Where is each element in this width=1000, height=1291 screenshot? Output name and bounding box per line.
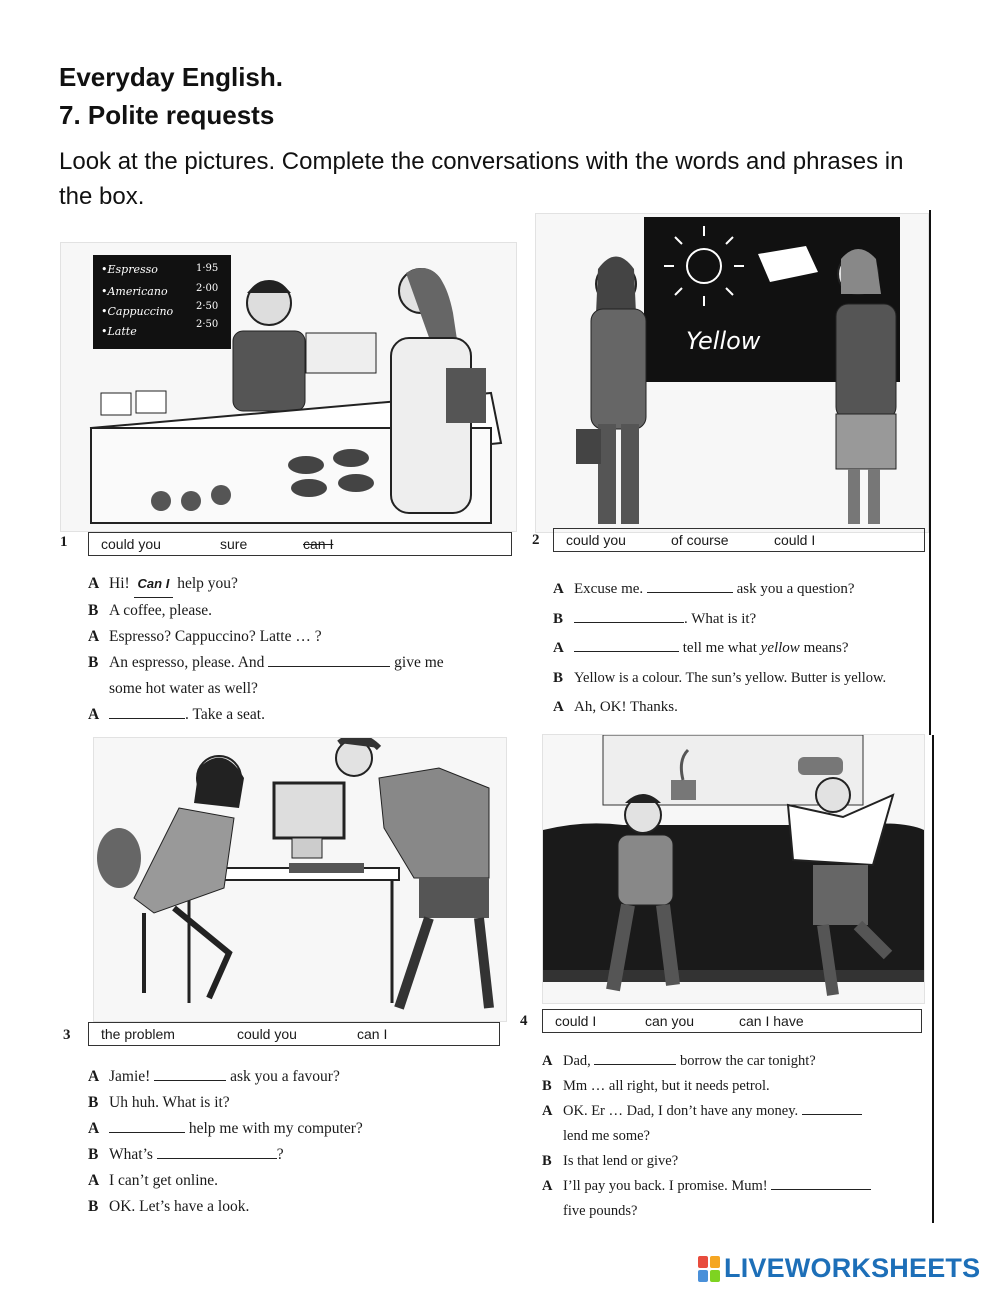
answer-blank[interactable] — [647, 578, 733, 593]
menu-price: 1·95 — [196, 263, 219, 274]
instructions: Look at the pictures. Complete the conversations with the words and phrases in the box. — [59, 148, 904, 210]
dialogue-1: A Hi! Can I help you? B A coffee, please. A Espresso? Cappuccino? Latte … ? B An espresso, please. And give me some hot water as well? A . Take a seat. — [88, 571, 513, 728]
box-word: could you — [237, 1026, 297, 1042]
logo-icon — [698, 1256, 720, 1282]
divider — [929, 210, 931, 735]
box-word: can I — [357, 1026, 388, 1042]
exercise-number: 1 — [60, 534, 68, 550]
worksheet-subtitle: 7. Polite requests — [59, 100, 275, 130]
cafe-illustration — [60, 242, 517, 532]
answer-blank[interactable] — [574, 637, 679, 652]
word-box — [542, 1009, 922, 1033]
answer-blank[interactable] — [154, 1066, 226, 1081]
board-word: Yellow — [686, 327, 761, 355]
menu-price: 2·00 — [196, 283, 219, 294]
computer-illustration — [93, 737, 507, 1022]
answer-blank[interactable] — [109, 704, 185, 719]
box-word: could I — [774, 532, 816, 548]
menu-item: •Americano — [101, 285, 168, 298]
word-box — [553, 528, 925, 552]
box-word: could you — [101, 536, 161, 552]
answer-blank[interactable] — [802, 1100, 862, 1115]
box-word: the problem — [101, 1026, 175, 1042]
dialogue-4: A Dad, borrow the car tonight? B Mm … all right, but it needs petrol. A OK. Er … Dad, I don’t have any money. lend me some? B Is that lend or give? A I’ll pay you back. I promise. Mum! five pounds? — [542, 1049, 927, 1224]
exercise-number: 2 — [532, 532, 540, 548]
word-box — [88, 532, 512, 556]
answer-blank[interactable] — [109, 1118, 185, 1133]
answer-blank[interactable] — [574, 608, 684, 623]
dialogue-2: A Excuse me. ask you a question? B . What is it? A tell me what yellow means? B Yellow is a colour. The sun’s yellow. Butter is yellow. A Ah, OK! Thanks. — [553, 575, 928, 723]
box-word: sure — [220, 536, 248, 552]
word-box — [88, 1022, 500, 1046]
box-word: could you — [566, 532, 626, 548]
divider — [932, 735, 934, 1223]
menu-item: •Latte — [101, 325, 137, 338]
menu-price: 2·50 — [196, 301, 219, 312]
box-word-used: can I — [303, 536, 334, 552]
answer-blank[interactable] — [771, 1175, 871, 1190]
classroom-illustration — [535, 213, 929, 533]
menu-item: •Espresso — [101, 263, 158, 276]
answer-blank[interactable] — [157, 1144, 277, 1159]
answer-blank[interactable] — [594, 1050, 676, 1065]
exercise-number: 4 — [520, 1013, 528, 1029]
exercise-number: 3 — [63, 1027, 71, 1043]
menu-price: 2·50 — [196, 319, 219, 330]
liveworksheets-logo — [698, 1253, 980, 1284]
box-word: can I have — [739, 1013, 804, 1029]
logo-text: LIVEWORKSHEETS — [724, 1253, 981, 1283]
box-word: could I — [555, 1013, 597, 1029]
worksheet-title: Everyday English. — [59, 62, 283, 92]
answer-blank[interactable] — [268, 652, 390, 667]
answer-blank[interactable]: Can I — [134, 571, 174, 598]
menu-item: •Cappuccino — [101, 305, 174, 318]
dialogue-3: A Jamie! ask you a favour? B Uh huh. What is it? A help me with my computer? B What’s ? A I can’t get online. B OK. Let’s have a look. — [88, 1068, 363, 1215]
box-word: of course — [671, 532, 729, 548]
sofa-illustration — [542, 734, 925, 1004]
box-word: can you — [645, 1013, 695, 1029]
